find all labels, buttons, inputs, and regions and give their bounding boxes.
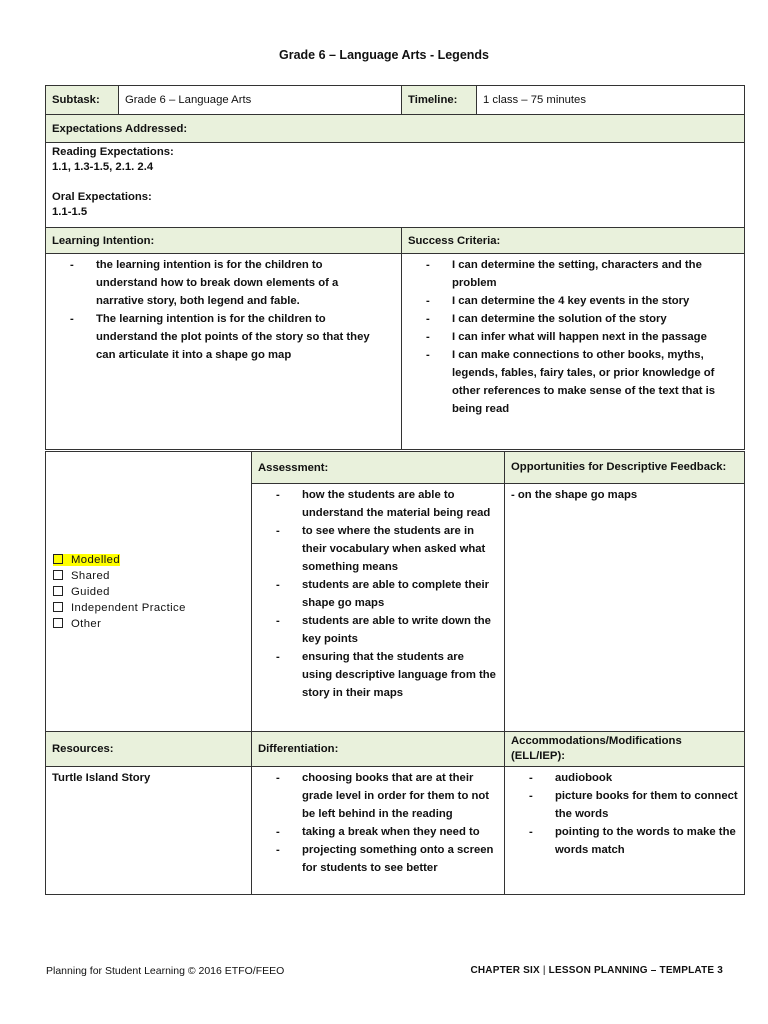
option-other[interactable]: Other bbox=[53, 616, 245, 632]
checkbox-icon[interactable] bbox=[53, 554, 63, 564]
instruction-options bbox=[53, 552, 245, 632]
footer-separator: | bbox=[542, 965, 546, 976]
oral-label: Oral Expectations: bbox=[52, 191, 152, 203]
overview-table bbox=[45, 85, 745, 450]
timeline-value: 1 class – 75 minutes bbox=[477, 86, 745, 115]
list-item: - to see where the students are in their vocabulary when asked what something means bbox=[258, 522, 496, 576]
list-item: - I can determine the solution of the story bbox=[408, 310, 736, 328]
list-item: - The learning intention is for the children to understand the plot points of the story so that they can articulate it into a shape go map bbox=[52, 310, 387, 364]
list-item: - projecting something onto a screen for students to see better bbox=[258, 841, 496, 877]
feedback-header: Opportunities for Descriptive Feedback: bbox=[505, 452, 745, 484]
list-item: - choosing books that are at their grade level in order for them to not be left behind in the reading bbox=[258, 769, 496, 823]
reading-label: Reading Expectations: bbox=[52, 146, 174, 158]
list-item: - I can determine the 4 key events in the story bbox=[408, 292, 736, 310]
differentiation-list bbox=[258, 769, 496, 877]
learning-intention-list bbox=[52, 256, 387, 364]
instruction-cell bbox=[46, 452, 252, 732]
footer-chapter-label: CHAPTER SIX bbox=[470, 965, 540, 976]
list-item: - students are able to write down the key points bbox=[258, 612, 496, 648]
differentiation-header: Differentiation: bbox=[252, 732, 505, 767]
list-item: - students are able to complete their shape go maps bbox=[258, 576, 496, 612]
oral-value: 1.1-1.5 bbox=[52, 206, 88, 218]
list-item: - taking a break when they need to bbox=[258, 823, 496, 841]
accommodations-list bbox=[511, 769, 740, 859]
expectations-header: Expectations Addressed: bbox=[46, 115, 745, 143]
list-item: - ensuring that the students are using descriptive language from the story in their maps bbox=[258, 648, 496, 702]
checkbox-icon[interactable] bbox=[53, 602, 63, 612]
feedback-value: - on the shape go maps bbox=[505, 484, 745, 732]
list-item: - the learning intention is for the children to understand how to break down elements of a narrative story, both legend and fable. bbox=[52, 256, 387, 310]
checkbox-icon[interactable] bbox=[53, 586, 63, 596]
page-title: Grade 6 – Language Arts - Legends bbox=[278, 48, 489, 62]
list-item: - picture books for them to connect the words bbox=[511, 787, 740, 823]
option-modelled[interactable]: Modelled bbox=[53, 552, 245, 568]
learning-intention-header: Learning Intention: bbox=[46, 228, 402, 254]
reading-value: 1.1, 1.3-1.5, 2.1. 2.4 bbox=[52, 161, 154, 173]
option-shared[interactable]: Shared bbox=[53, 568, 245, 584]
list-item: - how the students are able to understand the material being read bbox=[258, 486, 496, 522]
option-guided[interactable]: Guided bbox=[53, 584, 245, 600]
subtask-value: Grade 6 – Language Arts bbox=[119, 86, 402, 115]
list-item: - I can make connections to other books, myths, legends, fables, fairy tales, or prior knowledge of other references to make sense of the text that is being read bbox=[408, 346, 736, 418]
lesson-table bbox=[45, 451, 745, 895]
success-criteria-list bbox=[408, 256, 736, 418]
option-independent-practice[interactable]: Independent Practice bbox=[53, 600, 245, 616]
subtask-label: Subtask: bbox=[46, 86, 119, 115]
checkbox-icon[interactable] bbox=[53, 618, 63, 628]
list-item: - audiobook bbox=[511, 769, 740, 787]
resources-header: Resources: bbox=[46, 732, 252, 767]
success-criteria-header: Success Criteria: bbox=[402, 228, 745, 254]
assessment-cell bbox=[252, 484, 505, 732]
assessment-list bbox=[258, 486, 496, 702]
assessment-header: Assessment: bbox=[252, 452, 505, 484]
footer-chapter bbox=[470, 965, 723, 976]
footer-copyright: Planning for Student Learning © 2016 ETFO/FEEO bbox=[46, 965, 285, 977]
list-item: - pointing to the words to make the words match bbox=[511, 823, 740, 859]
accommodations-cell bbox=[505, 767, 745, 895]
list-item: - I can infer what will happen next in the passage bbox=[408, 328, 736, 346]
accommodations-header: Accommodations/Modifications (ELL/IEP): bbox=[505, 732, 745, 767]
learning-intention-cell bbox=[46, 254, 402, 450]
resources-value: Turtle Island Story bbox=[46, 767, 252, 895]
differentiation-cell bbox=[252, 767, 505, 895]
list-item: - I can determine the setting, characters and the problem bbox=[408, 256, 736, 292]
checkbox-icon[interactable] bbox=[53, 570, 63, 580]
expectations-cell bbox=[46, 143, 745, 228]
success-criteria-cell bbox=[402, 254, 745, 450]
footer-template-label: LESSON PLANNING – TEMPLATE 3 bbox=[548, 965, 723, 976]
timeline-label: Timeline: bbox=[402, 86, 477, 115]
